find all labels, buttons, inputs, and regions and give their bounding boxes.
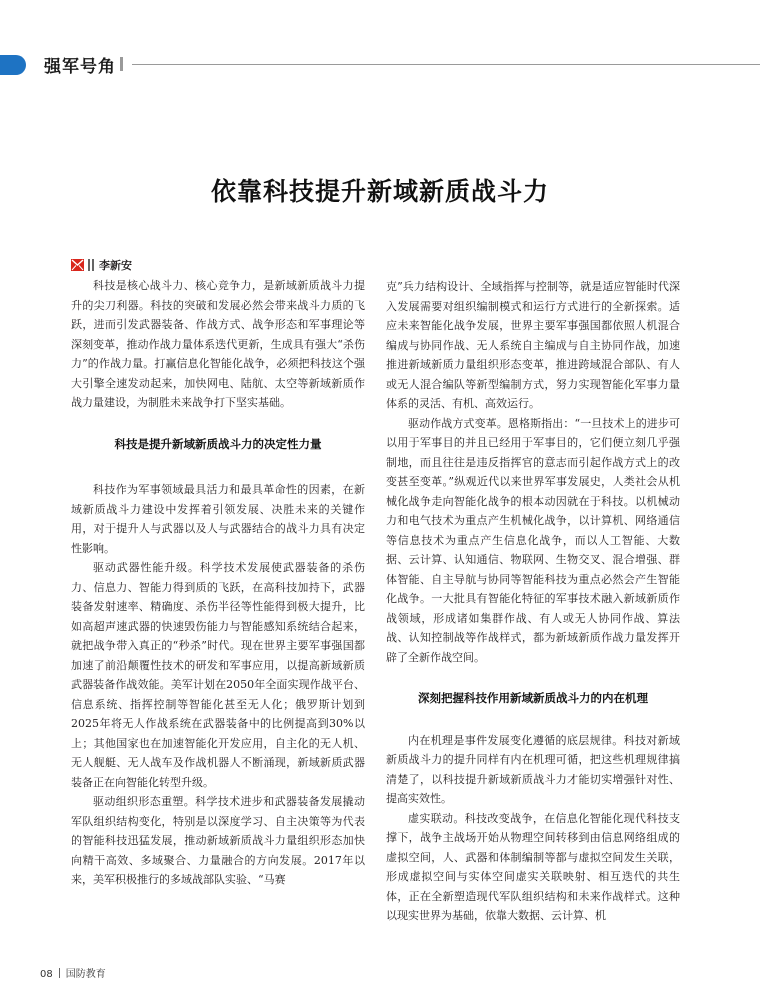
section-separator [120,57,123,71]
footer-divider [59,968,60,978]
paragraph: 科技是核心战斗力、核心竞争力，是新域新质战斗力提升的尖刀利器。科技的突破和发展必然会带来战斗力质的飞跃，进而引发武器装备、作战方式、战争形态和军事理论等深刻变革，推动作战力量体系迭代更新，生成具有强大“杀伤力”的作战力量。打赢信息化智能化战争，必须把科技这个强大引擎全速发动起来，加快网电、陆航、太空等新域新质作战力量建设，为制胜未来战争打下坚实基础。 [71,279,365,409]
paragraph: 驱动作战方式变革。恩格斯指出：“一旦技术上的进步可以用于军事目的并且已经用于军事目的，它们便立刻几乎强制地，而且往往是违反指挥官的意志而引起作战方式上的改变甚至变革。”纵观近代以来世界军事发展史，人类社会从机械化战争走向智能化战争的根本动因就在于科技。以机械动力和电气技术为重点产生机械化战争，以计算机、网络通信等信息技术为重点产生信息化战争，而以人工智能、大数据、云计算、认知通信、物联网、生物交叉、混合增强、群体智能、自主导航与协同等智能科技为重点必然会产生智能化战争。一大批具有智能化特征的军事技术融入新域新质作战领域，形成诸如集群作战、有人或无人协同作战、算法战、认知控制战等作战样式，都为新域新质作战力量发挥开辟了全新作战空间。 [386,416,680,664]
page-footer [40,965,106,980]
author-name: 李新安 [99,259,132,272]
section-heading: 深刻把握科技作用新域新质战斗力的内在机理 [418,691,648,705]
left-column [71,276,365,890]
paragraph: 内在机理是事件发展变化遵循的底层规律。科技对新域新质战斗力的提升同样有内在机理可循，把这些机理规律搞清楚了，以科技提升新域新质战斗力才能切实增强针对性、提高实效性。 [386,733,680,805]
byline-divider [88,259,94,271]
paragraph: 驱动组织形态重塑。科学技术进步和武器装备发展撬动军队组织结构变化，特别是以深度学习、自主决策等为代表的智能科技迅猛发展，推动新域新质战斗力量组织形态加快向精干高效、多域聚合、力量融合的方向发展。2017年以来，美军积极推行的多域战部队实验、“马赛 [71,795,365,886]
envelope-icon [71,259,84,271]
header-rule [132,64,760,65]
section-tab-marker [0,55,26,75]
section-label: 强军号角 [44,57,116,77]
right-column [386,277,680,926]
article-title: 依靠科技提升新域新质战斗力 [210,177,549,206]
section-heading: 科技是提升新域新质战斗力的决定性力量 [114,436,322,451]
page-number: 08 [40,969,53,980]
paragraph: 虚实联动。科技改变战争，在信息化智能化现代科技支撑下，战争主战场开始从物理空间转移到由信息网络组成的虚拟空间，人、武器和体制编制等都与虚拟空间发生关联，形成虚拟空间与实体空间虚实关联映射、相互迭代的共生体，正在全新塑造现代军队组织结构和未来作战样式。这种以现实世界为基础，依靠大数据、云计算、机 [386,811,680,922]
paragraph: 驱动武器性能升级。科学技术发展使武器装备的杀伤力、信息力、智能力得到质的飞跃，在高科技加持下，武器装备发射速率、精确度、杀伤半径等性能得到极大提升，比如高超声速武器的快速毁伤能力与智能感知系统结合起来，就把战争带入真正的“秒杀”时代。现在世界主要军事强国都加速了前沿颠覆性技术的研发和军事应用，以提高新域新质武器装备作战效能。美军计划在2050年全面实现作战平台、信息系统、指挥控制等智能化甚至无人化；俄罗斯计划到2025年将无人作战系统在武器装备中的比例提高到30%以上；其他国家也在加速智能化开发应用，自主化的无人机、无人舰艇、无人战车及作战机器人不断涌现，新域新质武器装备正在向智能化转型升级。 [71,561,365,789]
paragraph: 克”兵力结构设计、全域指挥与控制等，就是适应智能时代深入发展需要对组织编制模式和运行方式进行的全新探索。适应未来智能化战争发展，世界主要军事强国都依照人机混合编成与协同作战、无人系统自主编成与自主协同作战，加速推进新域新质力量组织形态变革，推进跨域混合部队、有人或无人混合编队等新型编制方式，努力实现智能化军事力量体系的灵活、有机、高效运行。 [386,280,680,410]
journal-name: 国防教育 [65,969,106,980]
paragraph: 科技作为军事领域最具活力和最具革命性的因素，在新域新质战斗力建设中发挥着引领发展、决胜未来的关键作用，对于提升人与武器以及人与武器结合的战斗力具有决定性影响。 [71,483,365,555]
